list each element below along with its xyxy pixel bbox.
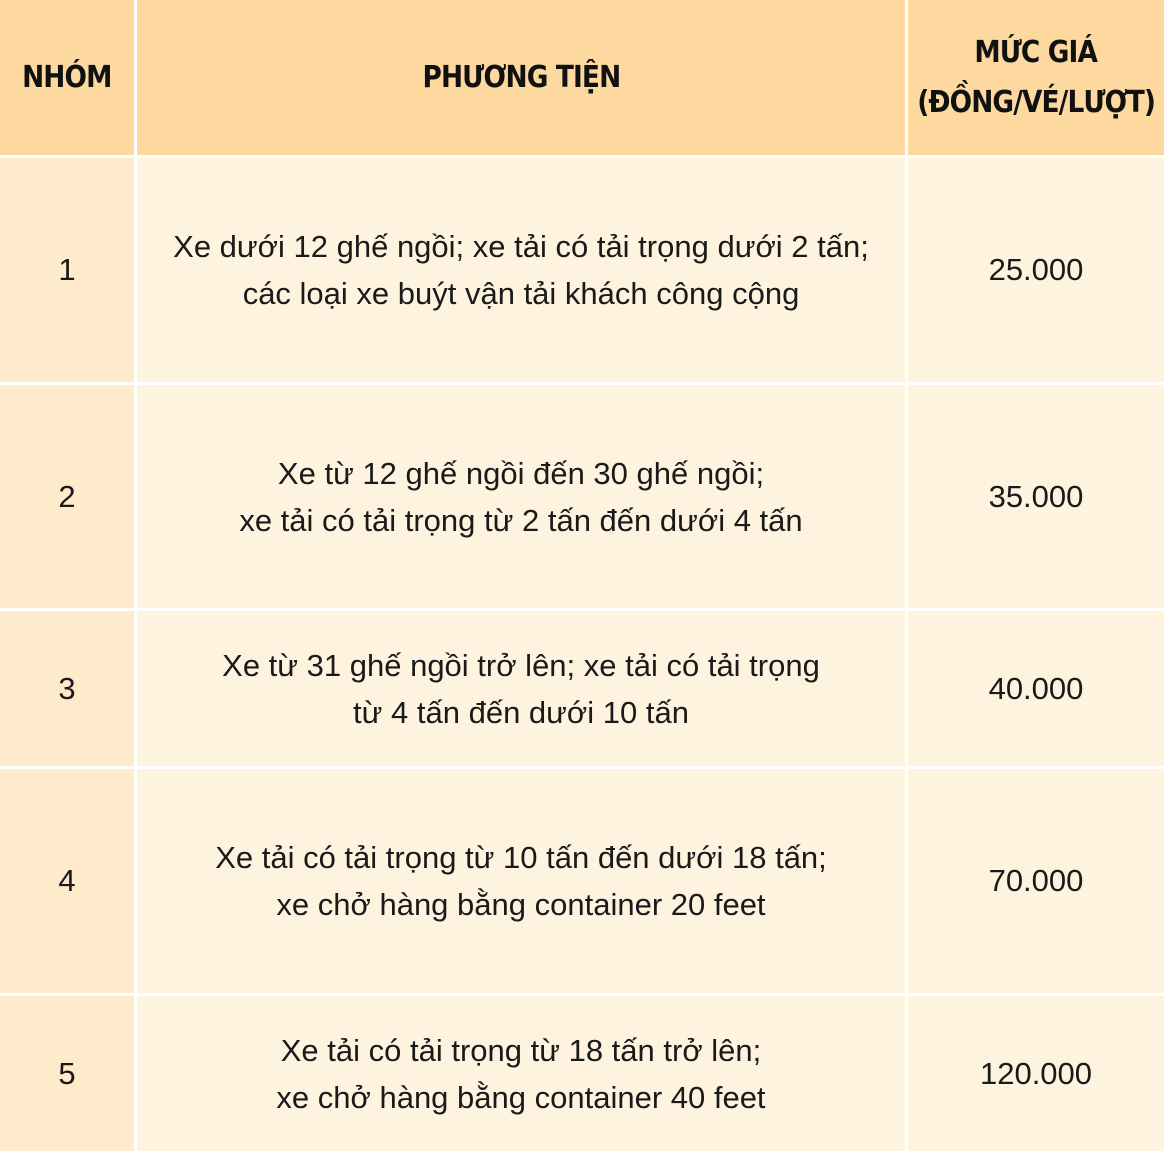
row-3-vehicle-line1: Xe từ 31 ghế ngồi trở lên; xe tải có tải trọng (222, 647, 820, 683)
header-price-line1: MỨC GIÁ (974, 34, 1098, 70)
header-group-label: NHÓM (22, 59, 112, 95)
row-4-vehicle-line1: Xe tải có tải trọng từ 10 tấn đến dưới 18 tấn; (215, 840, 827, 875)
row-2-group: 2 (0, 385, 134, 608)
row-5-price: 120.000 (908, 996, 1164, 1151)
row-3-vehicle (137, 611, 905, 766)
row-2-vehicle-line2: xe tải có tải trọng từ 2 tấn đến dưới 4 tấn (239, 502, 803, 538)
row-4-price: 70.000 (908, 769, 1164, 993)
row-4-vehicle (137, 769, 905, 993)
row-4-group: 4 (0, 769, 134, 993)
row-5-group: 5 (0, 996, 134, 1151)
row-3-vehicle-line2: từ 4 tấn đến dưới 10 tấn (353, 694, 689, 730)
row-2-price: 35.000 (908, 385, 1164, 608)
row-1-group: 1 (0, 158, 134, 382)
header-vehicle-label: PHƯƠNG TIỆN (422, 59, 620, 95)
header-vehicle (137, 0, 905, 155)
header-group (0, 0, 134, 155)
row-2-vehicle-line1: Xe từ 12 ghế ngồi đến 30 ghế ngồi; (277, 455, 765, 491)
row-1-vehicle-line1: Xe dưới 12 ghế ngồi; xe tải có tải trọng dưới 2 tấn; (173, 229, 869, 264)
row-5-vehicle-line2: xe chở hàng bằng container 40 feet (276, 1079, 766, 1115)
row-1-vehicle-line2: các loại xe buýt vận tải khách công cộng (242, 276, 800, 311)
row-3-group: 3 (0, 611, 134, 766)
header-price-line2: (ĐỒNG/VÉ/LƯỢT) (917, 84, 1155, 120)
row-3-price: 40.000 (908, 611, 1164, 766)
header-price (908, 0, 1164, 155)
row-4-vehicle-line2: xe chở hàng bằng container 20 feet (276, 887, 766, 922)
row-1-vehicle (137, 158, 905, 382)
row-5-vehicle-line1: Xe tải có tải trọng từ 18 tấn trở lên; (280, 1032, 762, 1068)
row-5-vehicle (137, 996, 905, 1151)
row-2-vehicle (137, 385, 905, 608)
row-1-price: 25.000 (908, 158, 1164, 382)
